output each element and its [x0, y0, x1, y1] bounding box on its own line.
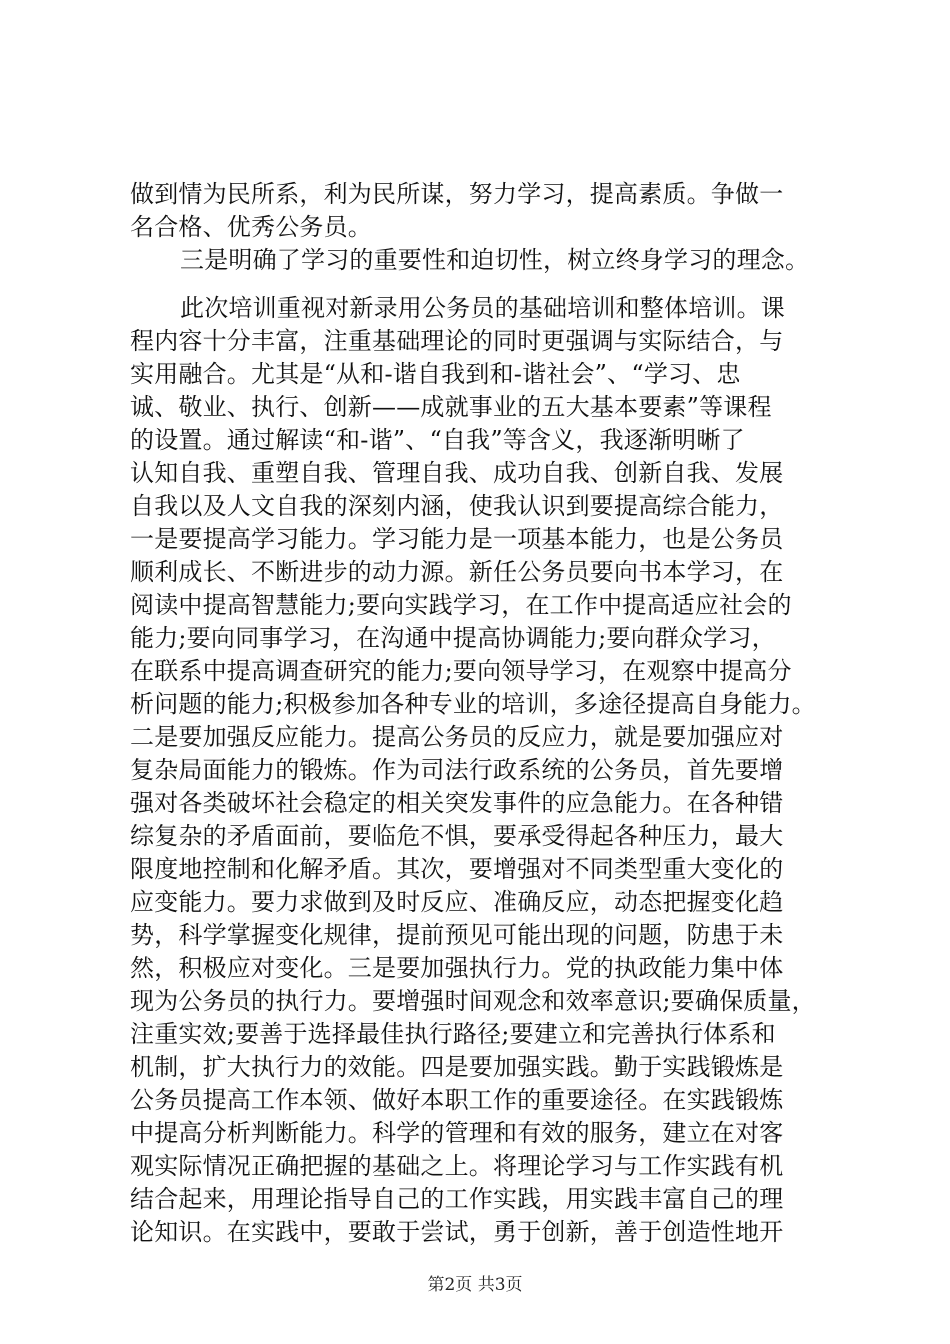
text-line: 公务员提高工作本领、做好本职工作的重要途径。在实践锻炼 [130, 1086, 784, 1114]
text-line: 的设置。通过解读“和-谐”、“自我”等含义，我逐渐明晰了 [130, 426, 745, 454]
text-line: 认知自我、重塑自我、管理自我、成功自我、创新自我、发展 [130, 459, 784, 487]
text-line: 阅读中提高智慧能力;要向实践学习，在工作中提高适应社会的 [130, 591, 792, 619]
text-line: 综复杂的矛盾面前，要临危不惧，要承受得起各种压力，最大 [130, 822, 784, 850]
text-line: 复杂局面能力的锻炼。作为司法行政系统的公务员，首先要增 [130, 756, 784, 784]
text-line: 此次培训重视对新录用公务员的基础培训和整体培训。课 [180, 294, 785, 322]
text-line: 名合格、优秀公务员。 [130, 213, 372, 241]
text-line: 注重实效;要善于选择最佳执行路径;要建立和完善执行体系和 [130, 1020, 776, 1048]
text-line: 能力;要向同事学习，在沟通中提高协调能力;要向群众学习， [130, 624, 776, 652]
text-line: 应变能力。要力求做到及时反应、准确反应，动态把握变化趋 [130, 888, 784, 916]
text-line: 机制，扩大执行力的效能。四是要加强实践。勤于实践锻炼是 [130, 1053, 784, 1081]
text-line: 观实际情况正确把握的基础之上。将理论学习与工作实践有机 [130, 1152, 784, 1180]
text-line: 限度地控制和化解矛盾。其次，要增强对不同类型重大变化的 [130, 855, 784, 883]
text-line: 程内容十分丰富，注重基础理论的同时更强调与实际结合，与 [130, 327, 784, 355]
text-line: 结合起来，用理论指导自己的工作实践，用实践丰富自己的理 [130, 1185, 784, 1213]
text-line: 自我以及人文自我的深刻内涵，使我认识到要提高综合能力， [130, 492, 784, 520]
page-number-footer: 第2页 共3页 [427, 1275, 523, 1295]
text-line: 顺利成长、不断进步的动力源。新任公务员要向书本学习，在 [130, 558, 784, 586]
text-line: 一是要提高学习能力。学习能力是一项基本能力，也是公务员 [130, 525, 784, 553]
text-line: 做到情为民所系，利为民所谋，努力学习，提高素质。争做一 [130, 180, 784, 208]
text-line: 然，积极应对变化。三是要加强执行力。党的执政能力集中体 [130, 954, 784, 982]
text-line: 二是要加强反应能力。提高公务员的反应力，就是要加强应对 [130, 723, 784, 751]
text-line: 势，科学掌握变化规律，提前预见可能出现的问题，防患于未 [130, 921, 784, 949]
text-line: 在联系中提高调查研究的能力;要向领导学习，在观察中提高分 [130, 657, 792, 685]
main-paragraph [130, 292, 830, 1249]
text-line: 诚、敬业、执行、创新——成就事业的五大基本要素”等课程 [130, 393, 772, 421]
text-line: 现为公务员的执行力。要增强时间观念和效率意识;要确保质量， [130, 987, 816, 1015]
text-line: 析问题的能力;积极参加各种专业的培训，多途径提高自身能力。 [130, 690, 816, 718]
text-line: 论知识。在实践中，要敢于尝试，勇于创新，善于创造性地开 [130, 1218, 784, 1246]
point-three-heading: 三是明确了学习的重要性和迫切性，树立终身学习的理念。 [180, 246, 810, 274]
text-line: 中提高分析判断能力。科学的管理和有效的服务，建立在对客 [130, 1119, 784, 1147]
text-line: 强对各类破坏社会稳定的相关突发事件的应急能力。在各种错 [130, 789, 784, 817]
continued-paragraph [130, 178, 830, 277]
text-line: 实用融合。尤其是“从和-谐自我到和-谐社会”、“学习、忠 [130, 360, 741, 388]
